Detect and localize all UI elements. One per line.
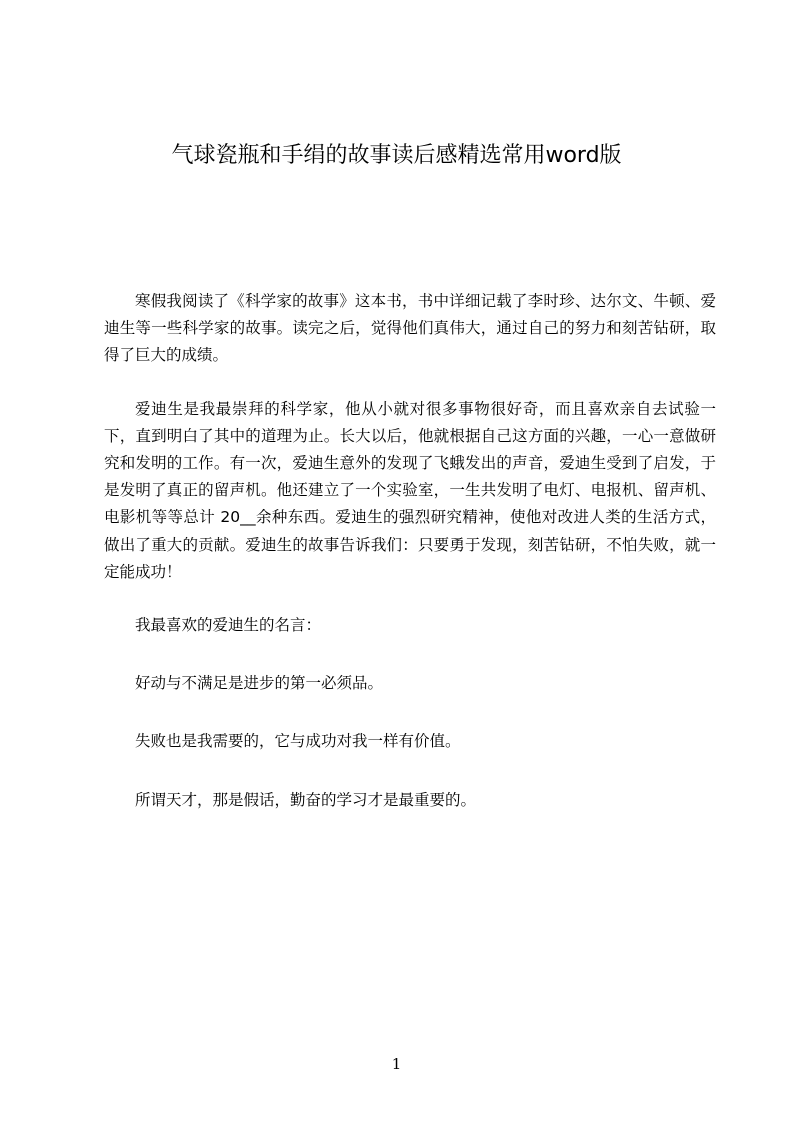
quotes-intro: 我最喜欢的爱迪生的名言：: [135, 616, 322, 635]
page-number: 1: [391, 1055, 402, 1073]
paragraph-intro: 寒假我阅读了《科学家的故事》这本书，书中详细记载了李时珍、达尔文、牛顿、爱迪生等一些科学家的故事。读完之后，觉得他们真伟大，通过自己的努力和刻苦钻研，取得了巨大的成绩。: [104, 292, 716, 365]
document-body: [104, 288, 716, 845]
document-title: 气球瓷瓶和手绢的故事读后感精选常用word版: [171, 143, 622, 168]
quote-item: 失败也是我需要的，它与成功对我一样有价值。: [135, 732, 461, 751]
quote-item: 所谓天才，那是假话，勤奋的学习才是最重要的。: [135, 790, 477, 809]
paragraph-edison: 爱迪生是我最崇拜的科学家，他从小就对很多事物很好奇，而且喜欢亲自去试验一下，直到明白了其中的道理为止。长大以后，他就根据自己这方面的兴趣，一心一意做研究和发明的工作。有一次，爱迪生意外的发现了飞蛾发出的声音，爱迪生受到了启发，于是发明了真正的留声机。他还建立了一个实验室，一生共发明了电灯、电报机、留声机、电影机等等总计 20__余种东西。爱迪生的强烈研究精神，使他对改进人类的生活方式，做出了重大的贡献。爱迪生的故事告诉我们：只要勇于发现，刻苦钻研，不怕失败，就一定能成功！: [104, 399, 716, 581]
quote-item: 好动与不满足是进步的第一必须品。: [135, 674, 384, 693]
